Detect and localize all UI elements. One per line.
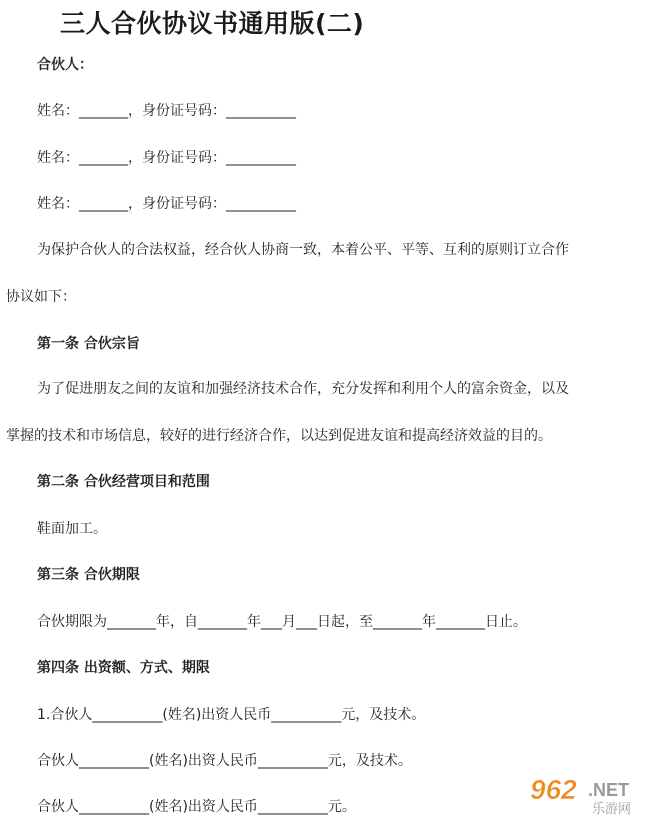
preamble-line-2: 协议如下： <box>6 289 76 305</box>
document-title: 三人合伙协议书通用版(二) <box>60 9 365 38</box>
watermark-logo-suffix: .NET <box>588 780 630 800</box>
article-4-heading: 第四条 出资额、方式、期限 <box>37 660 210 676</box>
site-watermark-logo <box>528 772 656 816</box>
article-1-heading: 第一条 合伙宗旨 <box>37 336 140 352</box>
article-3-heading: 第三条 合伙期限 <box>37 567 140 583</box>
article-3-text: 合伙期限为_______年，自_______年___月___日起，至_______年_______日止。 <box>37 614 527 630</box>
contribution-line-3: 合伙人__________(姓名)出资人民币__________元。 <box>37 799 356 815</box>
watermark-logo-number: 962 <box>530 774 577 805</box>
contribution-line-1: 1.合伙人__________(姓名)出资人民币__________元，及技术。 <box>37 707 426 723</box>
article-1-text-1: 为了促进朋友之间的友谊和加强经济技术合作，充分发挥和利用个人的富余资金，以及 <box>37 381 569 397</box>
article-2-text: 鞋面加工。 <box>37 521 107 537</box>
partner-id-line-1: 姓名：_______，身份证号码：__________ <box>37 103 296 119</box>
watermark-logo-subtitle: 乐游网 <box>592 802 632 816</box>
partner-id-line-2: 姓名：_______，身份证号码：__________ <box>37 150 296 166</box>
article-2-heading: 第二条 合伙经营项目和范围 <box>37 474 210 490</box>
partners-heading: 合伙人： <box>37 57 93 73</box>
partner-id-line-3: 姓名：_______，身份证号码：__________ <box>37 196 296 212</box>
contribution-line-2: 合伙人__________(姓名)出资人民币__________元，及技术。 <box>37 753 412 769</box>
preamble-line-1: 为保护合伙人的合法权益，经合伙人协商一致，本着公平、平等、互利的原则订立合作 <box>37 242 569 258</box>
article-1-text-2: 掌握的技术和市场信息，较好的进行经济合作，以达到促进友谊和提高经济效益的目的。 <box>6 428 552 444</box>
